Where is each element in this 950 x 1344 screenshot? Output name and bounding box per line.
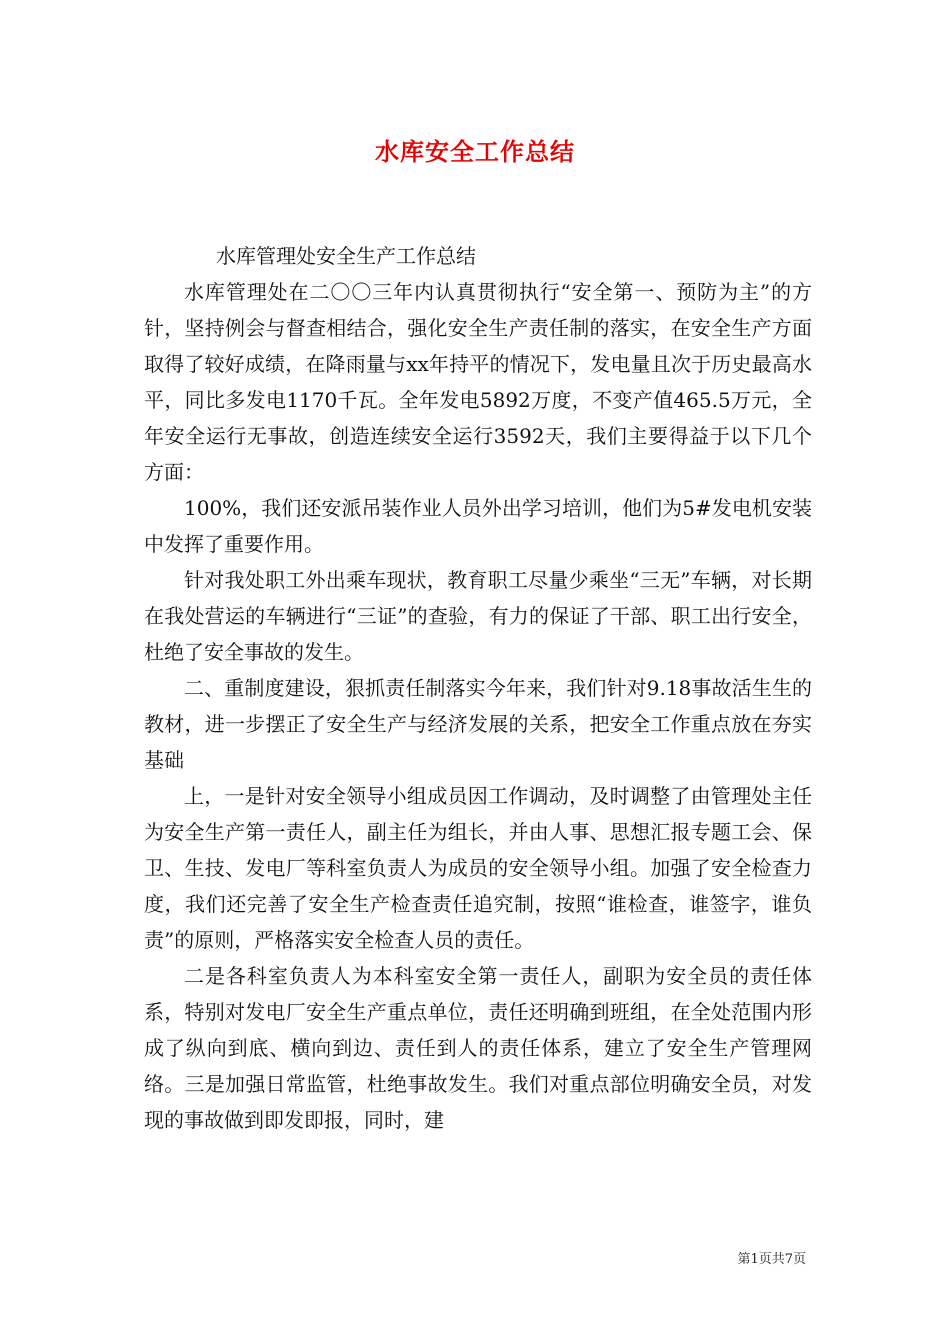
paragraph-training: 100%，我们还安派吊装作业人员外出学习培训，他们为5#发电机安装中发挥了重要作用。 xyxy=(144,496,812,556)
paragraph-responsibility-system: 二是各科室负责人为本科室安全第一责任人，副职为安全员的责任体系，特别对发电厂安全生产重点单位，责任还明确到班组，在全处范围内形成了纵向到底、横向到边、责任到人的责任体系，建立了安全生产管理网络。三是加强日常监管，杜绝事故发生。我们对重点部位明确安全员，对发现的事故做到即发即报，同时，建 xyxy=(144,964,812,1132)
page-number: 第1页共7页 xyxy=(737,1252,806,1267)
document-title: 水库安全工作总结 xyxy=(375,138,575,166)
document-body xyxy=(144,238,812,1138)
paragraph-intro: 水库管理处在二〇〇三年内认真贯彻执行“安全第一、预防为主”的方针，坚持例会与督查相结合，强化安全生产责任制的落实，在安全生产方面取得了较好成绩，在降雨量与xx年持平的情况下，发电量且次于历史最高水平，同比多发电1170千瓦。全年发电5892万度，不变产值465.5万元，全年安全运行无事故，创造连续安全运行3592天，我们主要得益于以下几个方面： xyxy=(144,280,812,484)
paragraph-system-building: 二、重制度建设，狠抓责任制落实今年来，我们针对9.18事故活生生的教材，进一步摆正了安全生产与经济发展的关系，把安全工作重点放在夯实基础 xyxy=(144,676,812,772)
document-subtitle: 水库管理处安全生产工作总结 xyxy=(216,244,476,268)
paragraph-leadership-group: 上，一是针对安全领导小组成员因工作调动，及时调整了由管理处主任为安全生产第一责任人，副主任为组长，并由人事、思想汇报专题工会、保卫、生技、发电厂等科室负责人为成员的安全领导小组。加强了安全检查力度，我们还完善了安全生产检查责任追究制，按照“谁检查，谁签字，谁负责”的原则，严格落实安全检查人员的责任。 xyxy=(144,784,812,952)
paragraph-travel-safety: 针对我处职工外出乘车现状，教育职工尽量少乘坐“三无”车辆，对长期在我处营运的车辆进行“三证”的查验，有力的保证了干部、职工出行安全，杜绝了安全事故的发生。 xyxy=(144,568,812,664)
